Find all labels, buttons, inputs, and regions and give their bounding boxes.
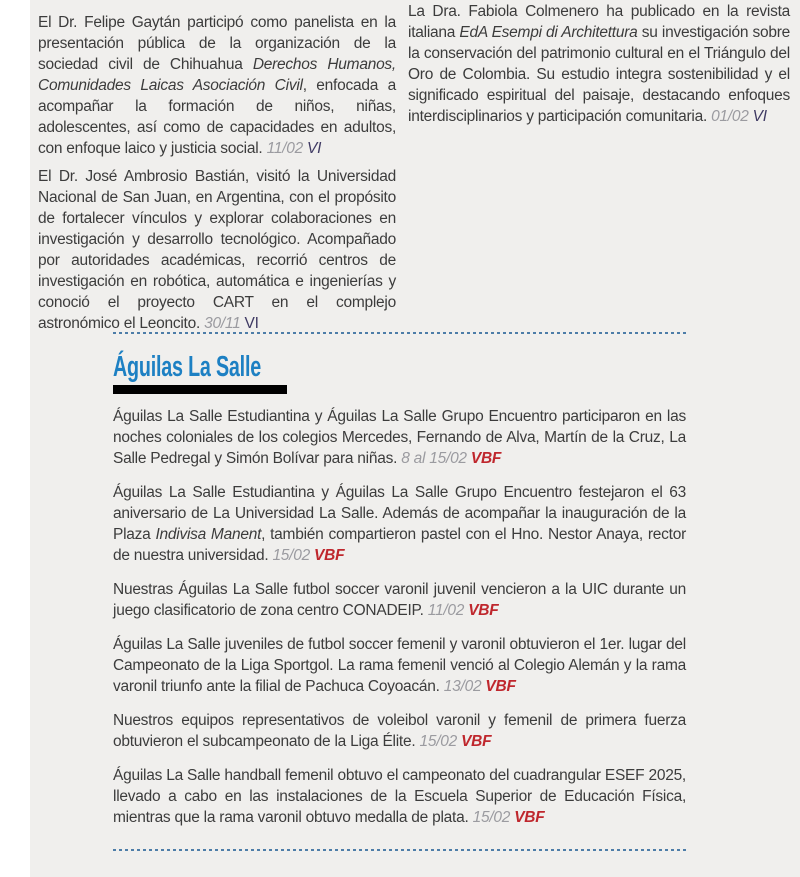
- segment-plain: Águilas La Salle Estudiantina y Águilas La Salle Grupo Encuentro festejaron el 63 aniversario de La Universidad La Salle. Además de acompañar la inauguración de la Plaza: [113, 484, 686, 543]
- segment-plain: , también compartieron pastel con el Hno. Nestor Anaya, rector de nuestra universidad.: [113, 526, 686, 564]
- aguilas-section: [113, 345, 686, 841]
- segment-plain: Nuestras Águilas La Salle futbol soccer varonil juvenil vencieron a la UIC durante un juego clasificatorio de zona centro CONADEIP.: [113, 581, 686, 619]
- segment-date: 15/02: [472, 809, 511, 826]
- news-paragraph: [113, 710, 686, 752]
- segment-src-red: VBF: [485, 678, 516, 695]
- segment-date: 13/02: [443, 678, 482, 695]
- segment-date: 11/02: [427, 602, 465, 619]
- section-divider-top: [113, 332, 686, 334]
- segment-src-red: VBF: [461, 733, 492, 750]
- news-paragraph: [113, 765, 686, 828]
- segment-date: 8 al 15/02: [401, 450, 467, 467]
- news-paragraph: [408, 1, 790, 127]
- segment-src-red: VBF: [468, 602, 499, 619]
- news-paragraph: [113, 579, 686, 621]
- news-column-right: [408, 1, 790, 134]
- segment-src-navy-italic: VI: [307, 140, 322, 157]
- segment-plain: , enfocada a acompañar la formación de niños, niñas, adolescentes, así como de capacidades en adultos, con enfoque laico y justicia social.: [38, 77, 396, 157]
- segment-date: 15/02: [272, 547, 310, 564]
- segment-plain: su investigación sobre la conservación del patrimonio cultural en el Triángulo del Oro de Colombia. Su estudio integra sostenibilidad y el significado espiritual del paisaje, destacando enfoques interdisciplinarios y participación comunitaria.: [408, 24, 790, 125]
- segment-date: 01/02: [711, 108, 749, 125]
- segment-src-red: VBF: [470, 450, 502, 467]
- segment-plain: La Dra. Fabiola Colmenero ha publicado en la revista italiana: [408, 3, 790, 41]
- segment-plain: Águilas La Salle Estudiantina y Águilas La Salle Grupo Encuentro participaron en las noches coloniales de los colegios Mercedes, Fernando de Alva, Martín de la Cruz, La Salle Pedregal y Simón Bolívar para niñas.: [113, 408, 686, 467]
- page-background: [30, 0, 800, 877]
- news-column-left: [38, 12, 396, 341]
- segment-plain: El Dr. Felipe Gaytán participó como panelista en la presentación pública de la organización de la sociedad civil de Chihuahua: [38, 14, 396, 73]
- segment-plain: Nuestros equipos representativos de voleibol varonil y femenil de primera fuerza obtuvieron el subcampeonato de la Liga Élite.: [113, 712, 686, 750]
- segment-plain: El Dr. José Ambrosio Bastián, visitó la Universidad Nacional de San Juan, en Argentina, con el propósito de fortalecer vínculos y explorar colaboraciones en investigación y desarrollo tecnológico. Acompañado por autoridades académicas, recorrió centros de investigación en robótica, automática e ingenierías y conoció el proyecto CART en el complejo astronómico el Leoncito.: [38, 168, 396, 332]
- segment-date: 15/02: [419, 733, 458, 750]
- segment-src-red: VBF: [314, 547, 345, 564]
- section-title: Águilas La Salle: [113, 351, 261, 383]
- segment-italic: Indivisa Manent: [155, 526, 262, 543]
- segment-plain: Águilas La Salle juveniles de futbol soccer femenil y varonil obtuvieron el 1er. lugar del Campeonato de la Liga Sportgol. La rama femenil venció al Colegio Alemán y la rama varonil triunfo ante la filial de Pachuca Coyoacán.: [113, 636, 686, 695]
- segment-src-navy-italic: VI: [752, 108, 767, 125]
- segment-date: 30/11: [204, 315, 241, 332]
- news-paragraph: [113, 406, 686, 469]
- news-paragraph: [113, 482, 686, 566]
- news-paragraph: [38, 166, 396, 334]
- news-paragraph: [113, 634, 686, 697]
- section-divider-bottom: [113, 849, 686, 851]
- segment-src-navy: VI: [244, 315, 259, 332]
- segment-date: 11/02: [266, 140, 303, 157]
- segment-src-red: VBF: [514, 809, 545, 826]
- segment-italic: Derechos Humanos, Comunidades Laicas Asociación Civil: [38, 56, 396, 94]
- news-paragraph: [38, 12, 396, 159]
- title-underline-bar: [113, 385, 287, 394]
- segment-plain: Águilas La Salle handball femenil obtuvo el campeonato del cuadrangular ESEF 2025, llevado a cabo en las instalaciones de la Escuela Superior de Educación Física, mientras que la rama varonil obtuvo medalla de plata.: [113, 767, 686, 826]
- section-items: [113, 406, 686, 828]
- segment-italic: EdA Esempi di Architettura: [459, 24, 638, 41]
